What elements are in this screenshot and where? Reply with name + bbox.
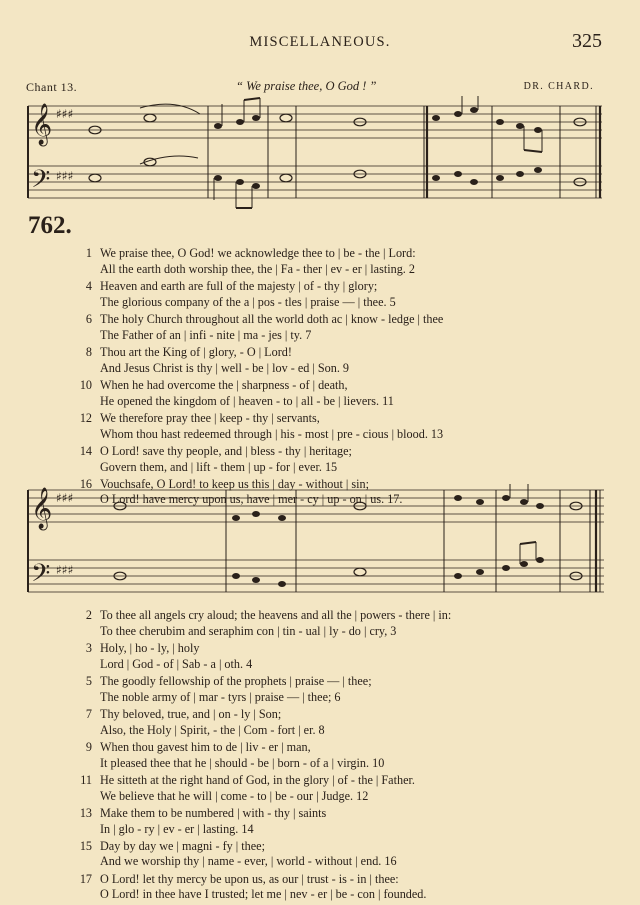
verse-line: O Lord! save thy people, and | bless - thy | heritage; <box>100 443 352 458</box>
verse-line: He sitteth at the right hand of God, in the glory | of - the | Father. <box>100 772 415 787</box>
verse-line: The goodly fellowship of the prophets | praise — | thee; <box>100 673 372 688</box>
verse-line: In | glo - ry | ev - er | lasting. 14 <box>100 821 254 836</box>
verse-line: Thy beloved, true, and | on - ly | Son; <box>100 706 282 721</box>
verse-number: 1 <box>85 246 92 260</box>
verse-number: 4 <box>85 278 92 293</box>
verse-line: Govern them, and | lift - them | up - for | ever. 15 <box>100 459 338 474</box>
verse-line: The noble army of | mar - tyrs | praise — | thee; 6 <box>100 689 341 704</box>
svg-text:𝄞: 𝄞 <box>31 488 53 529</box>
verse-line: We therefore pray thee | keep - thy | servants, <box>100 410 320 425</box>
verse-line: He opened the kingdom of | heaven - to | all - be | lievers. 11 <box>100 393 394 408</box>
music-staff-system-2 <box>0 484 640 604</box>
verse <box>60 378 620 409</box>
verse-line: Thou art the King of | glory, - O | Lord! <box>100 344 292 359</box>
verse-number: 14 <box>79 443 92 458</box>
verse-line: All the earth doth worship thee, the | Fa - ther | ev - er | lasting. 2 <box>100 261 415 276</box>
verse <box>60 279 620 310</box>
verse-number: 8 <box>85 344 92 359</box>
verse-line: Holy, | ho - ly, | holy <box>100 640 200 655</box>
verse-block-2 <box>60 608 620 905</box>
chant-label: Chant 13. <box>26 80 78 94</box>
svg-text:♯♯♯: ♯♯♯ <box>56 491 74 505</box>
verse-line: Vouchsafe, O Lord! to keep us this | day - without | sin; <box>100 476 370 491</box>
verse-line: Whom thou hast redeemed through | his - most | pre - cious | blood. 13 <box>100 426 444 441</box>
verse-line: Heaven and earth are full of the majesty | of - thy | glory; <box>100 278 378 293</box>
verse-number: 3 <box>85 640 92 655</box>
verse <box>60 345 620 376</box>
verse-line: We praise thee, O God! we acknowledge thee to | be - the | Lord: <box>100 246 416 260</box>
verse-line: Also, the Holy | Spirit, - the | Com - fort | er. 8 <box>100 722 325 737</box>
verse <box>60 839 620 870</box>
verse-line: It pleased thee that he | should - be | born - of a | virgin. 10 <box>100 755 385 770</box>
svg-text:𝄢: 𝄢 <box>31 165 51 200</box>
verse-line: O Lord! in thee have I trusted; let me | nev - er | be - con | founded. <box>100 887 427 902</box>
verse-line: O Lord! have mercy upon us, have | mer - cy | up - on | us. 17. <box>100 492 403 507</box>
verse-number: 11 <box>80 772 92 787</box>
verse <box>60 641 620 672</box>
verse-line: Lord | God - of | Sab - a | oth. 4 <box>100 656 253 671</box>
verse-line: And Jesus Christ is thy | well - be | lov - ed | Son. 9 <box>100 360 350 375</box>
svg-text:𝄢: 𝄢 <box>31 559 51 594</box>
verse-line: To thee cherubim and seraphim con | tin - ual | ly - do | cry, 3 <box>100 623 397 638</box>
hymn-number: 762. <box>28 212 72 239</box>
verse <box>60 674 620 705</box>
verse-line: Day by day we | magni - fy | thee; <box>100 838 265 853</box>
verse-line: The holy Church throughout all the world doth ac | know - ledge | thee <box>100 311 444 326</box>
verse-number: 9 <box>85 739 92 754</box>
verse-line: The Father of an | infi - nite | ma - jes | ty. 7 <box>100 327 312 342</box>
svg-text:𝄞: 𝄞 <box>31 104 53 145</box>
running-title: MISCELLANEOUS. <box>249 34 391 50</box>
svg-text:♯♯♯: ♯♯♯ <box>56 107 74 121</box>
svg-text:♯♯♯: ♯♯♯ <box>56 169 74 183</box>
verse <box>60 411 620 442</box>
verse <box>60 773 620 804</box>
verse <box>60 312 620 343</box>
verse-number: 5 <box>85 673 92 688</box>
page-number: 325 <box>572 30 602 52</box>
verse <box>60 806 620 837</box>
verse-line: And we worship thy | name - ever, | world - without | end. 16 <box>100 854 397 869</box>
verse-number: 6 <box>85 311 92 326</box>
verse-number: 13 <box>79 805 92 820</box>
verse-number: 7 <box>85 706 92 721</box>
chant-composer: DR. CHARD. <box>523 81 594 92</box>
verse-line: When thou gavest him to de | liv - er | man, <box>100 739 311 754</box>
verse-number: 12 <box>79 410 92 425</box>
verse-number: 15 <box>79 838 92 853</box>
verse <box>60 707 620 738</box>
verse <box>60 246 620 277</box>
verse-line: The glorious company of the a | pos - tles | praise — | thee. 5 <box>100 294 396 309</box>
verse <box>60 608 620 639</box>
verse-number: 17 <box>79 871 92 886</box>
verse <box>60 872 620 903</box>
svg-text:♯♯♯: ♯♯♯ <box>56 563 74 577</box>
music-staff-system-1 <box>0 96 640 216</box>
verse-block-1 <box>60 246 620 510</box>
verse-line: When he had overcome the | sharpness - of | death, <box>100 377 348 392</box>
chant-title: “ We praise thee, O God ! ” <box>236 79 377 93</box>
verse-number: 10 <box>79 377 92 392</box>
verse <box>60 444 620 475</box>
verse-line: Make them to be numbered | with - thy | saints <box>100 805 327 820</box>
verse <box>60 740 620 771</box>
verse-number: 16 <box>79 476 92 491</box>
verse-line: O Lord! let thy mercy be upon us, as our | trust - is - in | thee: <box>100 871 399 886</box>
verse-line: To thee all angels cry aloud; the heavens and all the | powers - there | in: <box>100 608 452 622</box>
verse-line: We believe that he will | come - to | be - our | Judge. 12 <box>100 788 369 803</box>
verse-number: 2 <box>85 608 92 622</box>
